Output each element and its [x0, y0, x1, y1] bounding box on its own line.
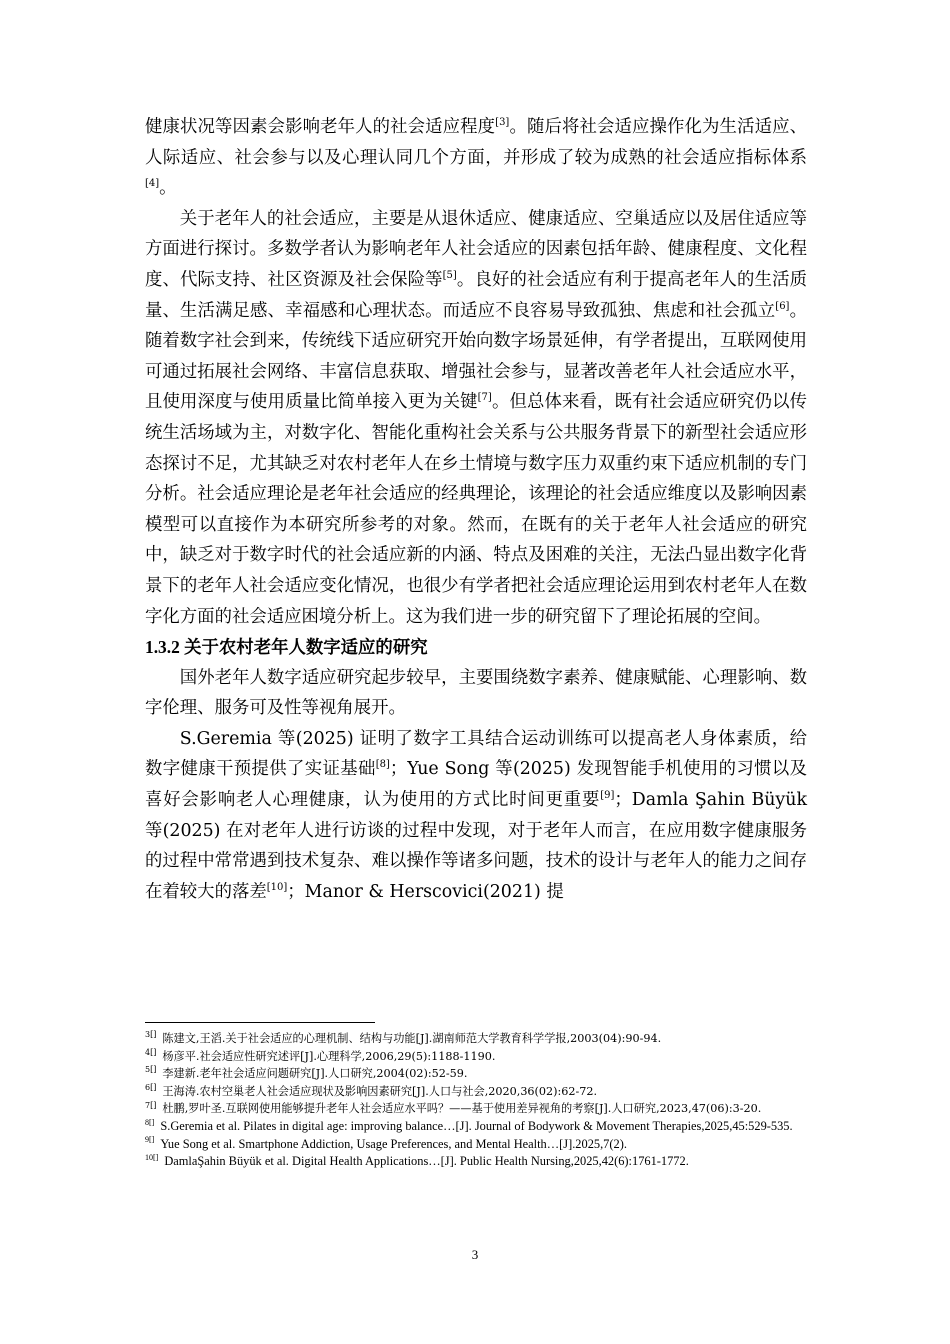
- footnote-item: [145, 1118, 807, 1136]
- citation-ref: [10]: [266, 882, 288, 894]
- footnote-item: [145, 1153, 807, 1171]
- body-text: [145, 112, 807, 907]
- page-number: 3: [471, 1247, 479, 1262]
- section-heading: 1.3.2 关于农村老年人数字适应的研究: [145, 637, 428, 658]
- paragraph-3: 国外老年人数字适应研究起步较早，主要围绕数字素养、健康赋能、心理影响、数字伦理、服务可及性等视角展开。: [145, 667, 807, 719]
- footnote-item: [145, 1030, 807, 1048]
- citation-ref: [4]: [145, 178, 160, 190]
- paragraph-text: 。随着数字社会到来，传统线下适应研究开始向数字场景延伸，有学者提出，互联网使用可通过拓展社会网络、丰富信息获取、增强社会参与，显著改善老年人社会适应水平，且使用深度与使用质量比简单接入更为关键: [145, 300, 807, 413]
- footnote-text: 李建新.老年社会适应问题研究[J].人口研究,2004(02):52-59.: [162, 1067, 468, 1081]
- citation-ref: [5]: [442, 270, 457, 282]
- paragraph-text: 。良好的社会适应有利于提高老年人的生活质量、生活满足感、幸福感和心理状态。而适应不良容易导致孤独、焦虑和社会孤立: [145, 269, 807, 321]
- footnote-item: [145, 1100, 807, 1118]
- footnote-mark: 5[]: [145, 1065, 157, 1075]
- paragraph-4: [145, 724, 807, 908]
- footnote-text: DamlaŞahin Büyük et al. Digital Health Applications…[J]. Public Health Nursing,2025,42(6):1761-1772.: [164, 1154, 689, 1169]
- citation-ref: [7]: [477, 392, 492, 404]
- footnote-item: [145, 1083, 807, 1101]
- paragraph-text: 。随后将社会适应操作化为生活适应、人际适应、社会参与以及心理认同几个方面，并形成了较为成熟的社会适应指标体系: [145, 117, 807, 168]
- paragraph-1: [145, 112, 807, 204]
- footnote-mark: 6[]: [145, 1083, 157, 1093]
- footnote-text: S.Geremia et al. Pilates in digital age: improving balance…[J]. Journal of Bodywork & Movement Therapies,2025,45:529-535.: [160, 1118, 793, 1133]
- citation-ref: [8]: [375, 759, 390, 771]
- paragraph-text: 关于老年人的社会适应，主要是从退休适应、健康适应、空巢适应以及居住适应等方面进行探讨。多数学者认为影响老年人社会适应的因素包括年龄、健康程度、文化程度、代际支持、社区资源及社会保险等: [145, 208, 807, 290]
- footnote-text: Yue Song et al. Smartphone Addiction, Usage Preferences, and Mental Health…[J].2025,7(2).: [160, 1136, 627, 1151]
- footnote-item: [145, 1048, 807, 1066]
- footnote-text: 王海涛.农村空巢老人社会适应现状及影响因素研究[J].人口与社会,2020,36(02):62-72.: [162, 1084, 598, 1098]
- footnotes: [145, 1030, 807, 1171]
- footnote-mark: 3[]: [145, 1030, 157, 1040]
- footnote-divider: [145, 1022, 375, 1023]
- footnote-text: 杨彦平.社会适应性研究述评[J].心理科学,2006,29(5):1188-1190.: [162, 1049, 496, 1063]
- footnote-mark: 10[]: [145, 1153, 159, 1163]
- footnote-item: [145, 1136, 807, 1154]
- footnote-mark: 9[]: [145, 1135, 155, 1145]
- citation-ref: [9]: [600, 790, 615, 802]
- citation-ref: [3]: [495, 117, 510, 129]
- paragraph-text: 。: [159, 178, 177, 199]
- citation-ref: [6]: [775, 300, 790, 312]
- paragraph-text: S.Geremia 等(2025) 证明了数字工具结合运动训练可以提高老人身体素质，给数字健康干预提供了实证基础: [145, 728, 807, 780]
- paragraph-text: ；Yue Song 等(2025) 发现智能手机使用的习惯以及喜好会影响老人心理健康，认为使用的方式比时间更重要: [145, 759, 807, 811]
- paragraph-text: ；Damla Şahin Büyük 等(2025) 在对老年人进行访谈的过程中发现，对于老年人而言，在应用数字健康服务的过程中常常遇到技术复杂、难以操作等诸多问题，技术的设计与老年人的能力之间存在着较大的落差: [145, 790, 807, 902]
- footnote-mark: 4[]: [145, 1047, 157, 1057]
- paragraph-text: ；Manor & Herscovici(2021) 提: [287, 881, 564, 902]
- paragraph-text: 健康状况等因素会影响老年人的社会适应程度: [145, 117, 496, 137]
- footnote-text: 陈建文,王滔.关于社会适应的心理机制、结构与功能[J].湖南师范大学教育科学学报,2003(04):90-94.: [162, 1032, 662, 1045]
- paragraph-2: [145, 204, 807, 632]
- footnote-mark: 8[]: [145, 1117, 155, 1127]
- footnote-text: 杜鹏,罗叶圣.互联网使用能够提升老年人社会适应水平吗？——基于使用差异视角的考察[J].人口研究,2023,47(06):3-20.: [162, 1102, 762, 1116]
- paragraph-text: 。但总体来看，既有社会适应研究仍以传统生活场域为主，对数字化、智能化重构社会关系与公共服务背景下的新型社会适应形态探讨不足，尤其缺乏对农村老年人在乡土情境与数字压力双重约束下适应机制的专门分析。社会适应理论是老年社会适应的经典理论，该理论的社会适应维度以及影响因素模型可以直接作为本研究所参考的对象。然而，在既有的关于老年人社会适应的研究中，缺乏对于数字时代的社会适应新的内涵、特点及困难的关注，无法凸显出数字化背景下的老年人社会适应变化情况，也很少有学者把社会适应理论运用到农村老年人在数字化方面的社会适应困境分析上。这为我们进一步的研究留下了理论拓展的空间。: [145, 392, 807, 627]
- footnote-item: [145, 1065, 807, 1083]
- footnote-mark: 7[]: [145, 1100, 157, 1110]
